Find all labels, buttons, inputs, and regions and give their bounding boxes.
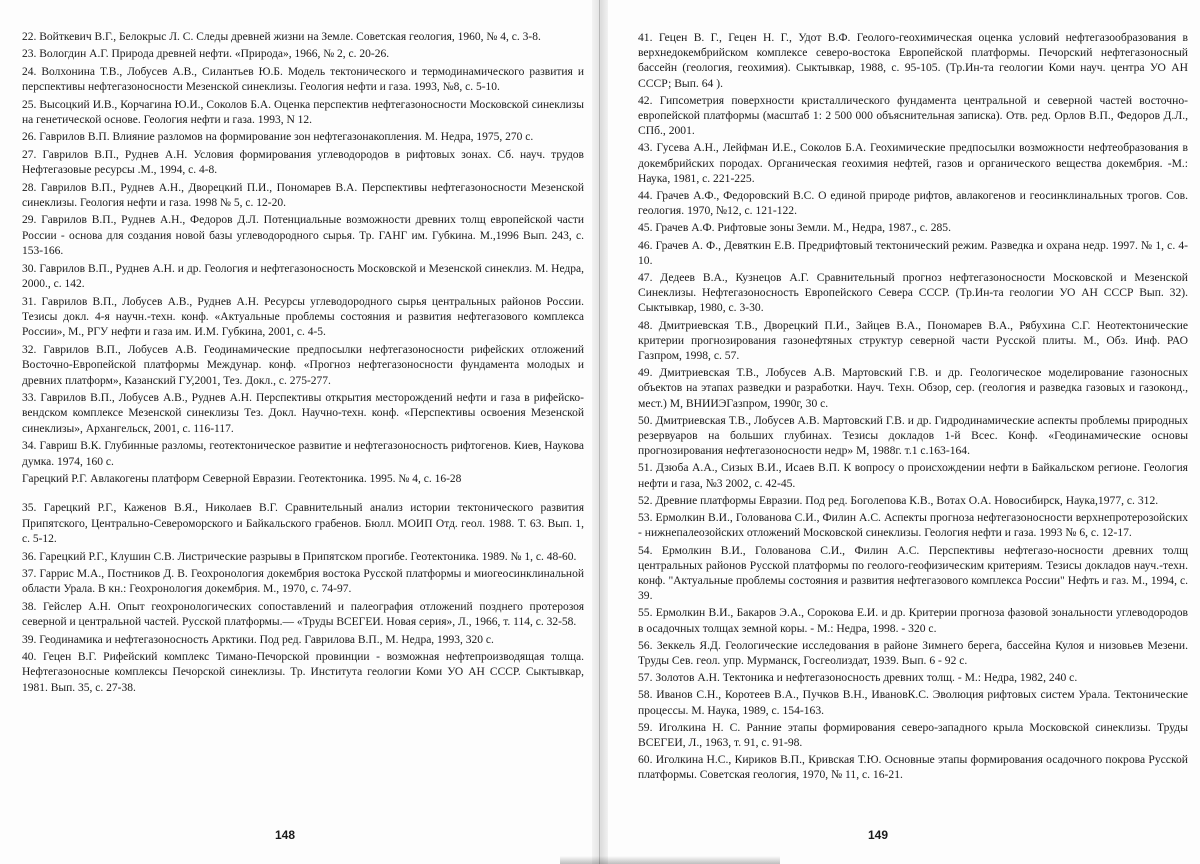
reference-item: 22. Войткевич В.Г., Белокрыс Л. С. Следы древней жизни на Земле. Советская геология, 1960, № 4, с. 3-8.	[22, 31, 541, 43]
reference-item: 54. Ермолкин В.И., Голованова С.И., Филин А.С. Перспективы нефтегазо-носности древних толщ центральных районов Русской платформы по геолого-геофизическим критериям. Тезисы докладов науч.-техн. конф. "Актуальные проблемы состояния и развития нефтегазового комплекса России" Нефть и газ. М., 1994, с. 39.	[638, 543, 1188, 603]
reference-item: 38. Гейслер А.Н. Опыт геохронологических сопоставлений и палеография отложений позднего протерозоя северной и центральной частей. Русской платформы.— «Труды ВСЕГЕИ. Новая серия», Л., 1966, т. 114, с. 32-58.	[22, 600, 584, 629]
reference-item: 47. Дедеев В.А., Кузнецов А.Г. Сравнительный прогноз нефтегазоносности Московской и Мезенской Синеклизы. Нефтегазоносность Европейского Севера СССР. (Тр.Ин-та геологии УО АН СССР Вып. 32). Сыктывкар, 1980, с. 3-30.	[638, 271, 1188, 315]
reference-item: 26. Гаврилов В.П. Влияние разломов на формирование зон нефтегазонакопления. М. Недра, 1975, 270 с.	[22, 131, 534, 144]
reference-item: 23. Вологдин А.Г. Природа древней нефти. «Природа», 1966, № 2, с. 20-26.	[22, 48, 390, 61]
reference-item: 24. Волхонина Т.В., Лобусев А.В., Силантьев Ю.Б. Модель тектонического и термодинамического развития и перспективы нефтегазоносности Мезенской синеклизы. Геология нефти и газа. 1993, №8, с. 5-10.	[22, 65, 584, 94]
page-number-left: 148	[275, 828, 296, 842]
reference-item: 36. Гарецкий Р.Г., Клушин С.В. Листрические разрывы в Припятском прогибе. Геотектоника. 1989. № 1, с. 48-60.	[22, 550, 577, 563]
reference-list-right	[638, 30, 1188, 783]
right-page	[608, 0, 1200, 864]
reference-item: 59. Иголкина Н. С. Ранние этапы формирования северо-западного крыла Московской синеклизы. Труды ВСЕГЕИ, Л., 1963, т. 91, с. 91-98.	[638, 720, 1188, 749]
reference-item: 27. Гаврилов В.П., Руднев А.Н. Условия формирования углеводородов в рифтовых зонах. Сб. науч. трудов Нефтегазовые ресурсы .М., 1994, с. 4-8.	[22, 148, 584, 177]
reference-item: 35. Гарецкий Р.Г., Каженов В.Я., Николаев В.Г. Сравнительный анализ истории тектонического развития Припятского, Центрально-Североморского и Байкальского грабенов. Бюлл. МОИП Отд. геол. 1988. Т. 63. Вып. 1, с. 5-12.	[22, 502, 584, 546]
reference-item: 53. Ермолкин В.И., Голованова С.И., Филин А.С. Аспекты прогноза нефтегазоносности верхнепротерозойских - нижнепалеозойских отложений Московской синеклизы. Геология нефти и газа. 1993 № 6, с. 12-17.	[638, 511, 1188, 540]
reference-item: 42. Гипсометрия поверхности кристаллического фундамента центральной и северной частей восточно-европейской платформы (масштаб 1: 2 500 000 объяснительная записка). Отв. ред. Орлов В.П., Федоров Д.Л., СПб., 2001.	[638, 93, 1188, 138]
reference-item: 48. Дмитриевская Т.В., Дворецкий П.И., Зайцев В.А., Пономарев В.А., Рябухина С.Г. Неотектонические критерии прогнозирования газонефтяных структур северной части Русской плиты. М., Обз. Инф. РАО Газпром, 1998, с. 57.	[638, 318, 1188, 363]
reference-item: 29. Гаврилов В.П., Руднев А.Н., Федоров Д.Л. Потенциальные возможности древних толщ европейской части России - основа для создания новой базы углеводородного сырья. Тр. ГАНГ им. Губкина. М.,1996 Вып. 243, с. 153-166.	[22, 214, 584, 258]
reference-item: 60. Иголкина Н.С., Кириков В.П., Кривская Т.Ю. Основные этапы формирования осадочного покрова Русской платформы. Советская геология, 1970, № 11, с. 16-21.	[638, 753, 1188, 782]
reference-item: 25. Высоцкий И.В., Корчагина Ю.И., Соколов Б.А. Оценка перспектив нефтегазоносности Московской синеклизы на генетической основе. Геология нефти и газа. 1993, N 12.	[22, 98, 584, 127]
reference-item: 32. Гаврилов В.П., Лобусев А.В. Геодинамические предпосылки нефтегазоносности рифейских отложений Восточно-Европейской платформы Междунар. конф. «Прогноз нефтегазоносности фундамента молодых и древних платформ», Казанский ГУ,2001, Тез. Докл., с. 275-277.	[22, 343, 584, 387]
reference-list-left	[22, 30, 584, 696]
left-page	[0, 0, 592, 864]
page-number-right: 149	[868, 828, 889, 842]
reference-item: Гарецкий Р.Г. Авлакогены платформ Северной Евразии. Геотектоника. 1995. № 4, с. 16-28	[22, 472, 462, 485]
reference-item: 39. Геодинамика и нефтегазоносность Арктики. Под ред. Гаврилова В.П., М. Недра, 1993, 320 с.	[22, 633, 494, 646]
reference-item: 45. Грачев А.Ф. Рифтовые зоны Земли. М., Недра, 1987., с. 285.	[638, 221, 952, 235]
reference-item: 37. Гаррис М.А., Постников Д. В. Геохронология докембрия востока Русской платформы и миогеосинклинальной области Урала. В кн.: Геохронология докембрия. М., 1970, с. 74-97.	[22, 568, 584, 596]
reference-item: 40. Гецен В.Г. Рифейский комплекс Тимано-Печорской провинции - возможная нефтепроизводящая толща. Нефтегазоносные комплексы Печорской синеклизы. Тр. Института геологии Коми УО АН СССР. Сыктывкар, 1981. Вып. 35, с. 27-38.	[22, 651, 584, 694]
reference-item: 30. Гаврилов В.П., Руднев А.Н. и др. Геология и нефтегазоносность Московской и Мезенской синеклиз. М. Недра, 2000., с. 142.	[22, 262, 584, 291]
reference-item: 50. Дмитриевская Т.В., Лобусев А.В. Мартовский Г.В. и др. Гидродинамические аспекты проблемы природных резервуаров на больших глубинах. Тезисы докладов 1-й Всес. Конф. «Геодинамические основы прогнозирования нефтегазоносности недр» М, 1988г. т.1 с.163-164.	[638, 413, 1188, 458]
reference-item: 44. Грачев А.Ф., Федоровский В.С. О единой природе рифтов, авлакогенов и геосинклинальных трогов. Сов. геология. 1970, №12, с. 121-122.	[638, 189, 1188, 218]
reference-item: 49. Дмитриевская Т.В., Лобусев А.В. Мартовский Г.В. и др. Геологическое моделирование газоносных объектов на этапах разведки и разработки. Науч. Техн. Обзор, сер. (геология и разведка газовых и газоконд., мест.) М, ВНИИЭГазпром, 1990г, 30 с.	[638, 366, 1188, 410]
reference-item: 28. Гаврилов В.П., Руднев А.Н., Дворецкий П.И., Пономарев В.А. Перспективы нефтегазоносности Мезенской синеклизы. Геология нефти и газа. 1998 № 5, с. 12-20.	[22, 181, 584, 210]
reference-item: 33. Гаврилов В.П., Лобусев А.В., Руднев А.Н. Перспективы открытия месторождений нефти и газа в рифейско-вендском комплексе Мезенской синеклизы Тез. Докл. Научно-техн. конф. «Перспективы освоения Мезенской синеклизы», Архангельск, 2001, с. 116-117.	[22, 391, 584, 435]
reference-item: 46. Грачев А. Ф., Девяткин Е.В. Предрифтовый тектонический режим. Разведка и охрана недр. 1997. № 1, с. 4-10.	[638, 238, 1188, 267]
reference-item: 57. Золотов А.Н. Тектоника и нефтегазоносность древних толщ. - М.: Недра, 1982, 240 с.	[638, 671, 1078, 685]
reference-item: 58. Иванов С.Н., Коротеев В.А., Пучков В.Н., ИвановК.С. Эволюция рифтовых систем Урала. Тектонические процессы. М. Наука, 1989, с. 154-163.	[638, 688, 1188, 717]
reference-item: 31. Гаврилов В.П., Лобусев А.В., Руднев А.Н. Ресурсы углеводородного сырья центральных районов России. Тезисы докл. 4-я научн.-техн. конф. «Актуальные проблемы состояния и развития нефтегазового комплекса России», М., РГУ нефти и газа им. И.М. Губкина, 2001, с. 4-5.	[22, 295, 584, 339]
book-gutter	[592, 0, 608, 864]
reference-item: 41. Гецен В. Г., Гецен Н. Г., Удот В.Ф. Геолого-геохимическая оценка условий нефтегазообразования в верхнедокембрийском комплексе северо-востока Европейской платформы. Печорский нефтегазоносный бассейн (геология, геохимия). Сыктывкар, 1988, с. 95-105. (Тр.Ин-та геологии Коми науч. центра УО АН СССР; Вып. 64 ).	[638, 31, 1188, 90]
reference-item: 52. Древние платформы Евразии. Под ред. Боголепова К.В., Вотах О.А. Новосибирск, Наука,1977, с. 312.	[638, 493, 1159, 507]
reference-item: 43. Гусева А.Н., Лейфман И.Е., Соколов Б.А. Геохимические предпосылки возможности нефтеобразования в докембрийских породах. Органическая геохимия нефтей, газов и органического вещества докембрия. -М.: Наука, 1981, с. 221-225.	[638, 141, 1188, 185]
reference-item: 56. Зеккель Я.Д. Геологические исследования в районе Зимнего берега, бассейна Кулоя и низовьев Мезени. Труды Сев. геол. упр. Мурманск, Госгеолиздат, 1939. Вып. 6 - 92 с.	[638, 638, 1188, 667]
reference-item: 55. Ермолкин В.И., Бакаров Э.А., Сорокова Е.И. и др. Критерии прогноза фазовой зональности углеводородов в осадочных толщах земной коры. - М.: Недра, 1998. - 320 с.	[638, 606, 1188, 635]
reference-item: 51. Дзюба А.А., Сизых В.И., Исаев В.П. К вопросу о происхождении нефти в Байкальском регионе. Геология нефти и газа, №3 2002, с. 42-45.	[638, 461, 1188, 490]
page-bottom-shadow	[560, 856, 780, 864]
reference-item: 34. Гавриш В.К. Глубинные разломы, геотектоническое развитие и нефтегазоносность рифтогенов. Киев, Наукова думка. 1974, 160 с.	[22, 440, 584, 468]
